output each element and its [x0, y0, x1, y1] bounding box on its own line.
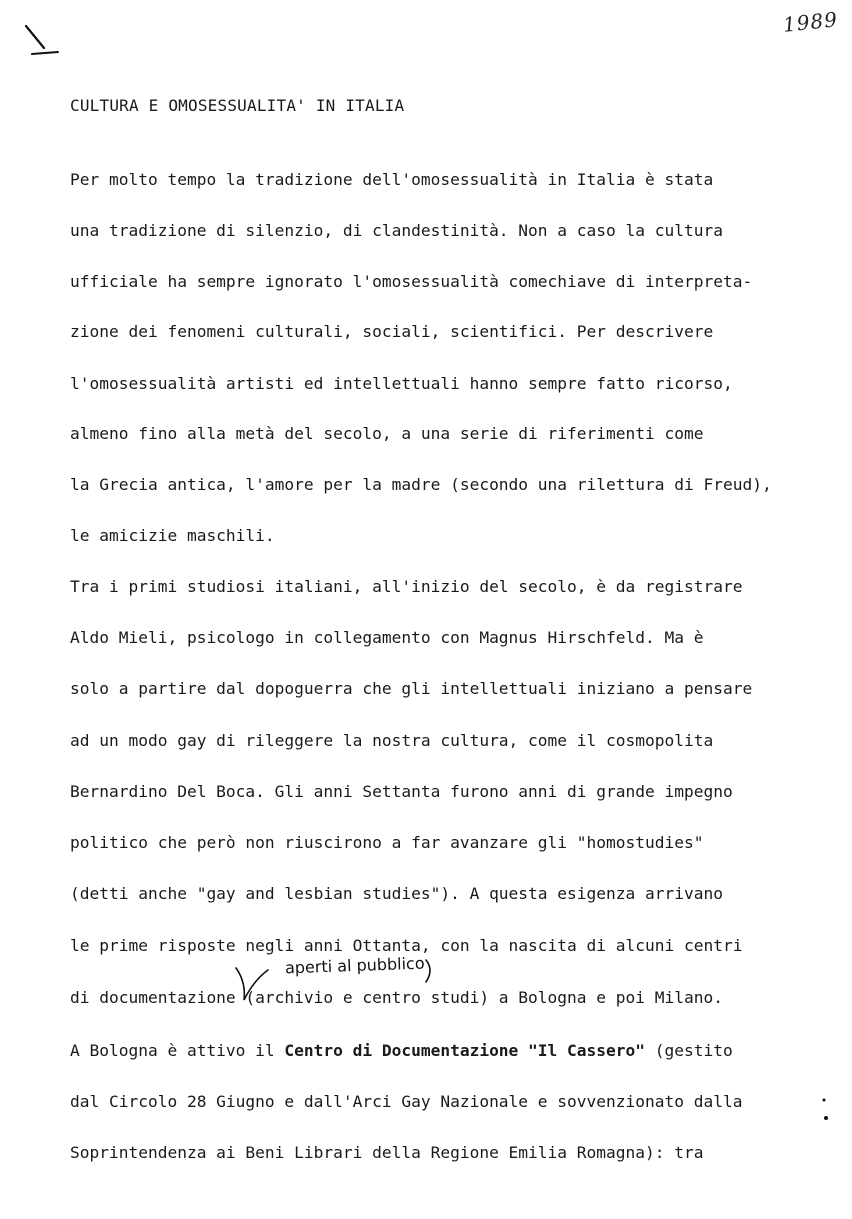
text-line: Bernardino Del Boca. Gli anni Settanta furono anni di grande impegno: [70, 782, 733, 801]
ink-speck: [820, 1094, 830, 1124]
text-line-bologna: [70, 1041, 733, 1061]
text-line: (detti anche "gay and lesbian studies"). A questa esigenza arrivano: [70, 884, 723, 903]
text-line: solo a partire dal dopoguerra che gli intellettuali iniziano a pensare: [70, 679, 753, 698]
text-line: dal Circolo 28 Giugno e dall'Arci Gay Nazionale e sovvenzionato dalla: [70, 1092, 743, 1111]
pen-stroke-mark: [18, 18, 62, 58]
text-line: una tradizione di silenzio, di clandestinità. Non a caso la cultura: [70, 221, 723, 240]
document-title: CULTURA E OMOSESSUALITA' IN ITALIA: [70, 96, 405, 115]
text-line: le prime risposte negli anni Ottanta, con la nascita di alcuni centri: [70, 936, 743, 955]
text-line: di documentazione (archivio e centro studi) a Bologna e poi Milano.: [70, 988, 723, 1007]
text-line: Tra i primi studiosi italiani, all'inizio del secolo, è da registrare: [70, 577, 743, 596]
insertion-bracket-mark: [420, 958, 440, 988]
text-line: Aldo Mieli, psicologo in collegamento con Magnus Hirschfeld. Ma è: [70, 628, 704, 647]
text-segment: (gestito: [645, 1041, 733, 1060]
centro-name-bold: Centro di Documentazione "Il Cassero": [284, 1041, 645, 1060]
text-line: l'omosessualità artisti ed intellettuali hanno sempre fatto ricorso,: [70, 374, 733, 393]
handwritten-insertion: aperti al pubblico: [284, 953, 425, 978]
text-line: almeno fino alla metà del secolo, a una serie di riferimenti come: [70, 424, 704, 443]
text-line: ad un modo gay di rileggere la nostra cultura, come il cosmopolita: [70, 731, 714, 750]
text-line: la Grecia antica, l'amore per la madre (secondo una rilettura di Freud),: [70, 475, 772, 494]
text-line: le amicizie maschili.: [70, 526, 275, 545]
text-line: zione dei fenomeni culturali, sociali, scientifici. Per descrivere: [70, 322, 714, 341]
text-segment: A Bologna è attivo il: [70, 1041, 285, 1060]
text-line: ufficiale ha sempre ignorato l'omosessualità comechiave di interpreta-: [70, 272, 753, 291]
handwritten-year: 1989: [781, 7, 840, 37]
text-line: Per molto tempo la tradizione dell'omosessualità in Italia è stata: [70, 170, 714, 189]
text-line: Soprintendenza ai Beni Librari della Regione Emilia Romagna): tra: [70, 1143, 704, 1162]
text-line: politico che però non riuscirono a far avanzare gli "homostudies": [70, 833, 704, 852]
